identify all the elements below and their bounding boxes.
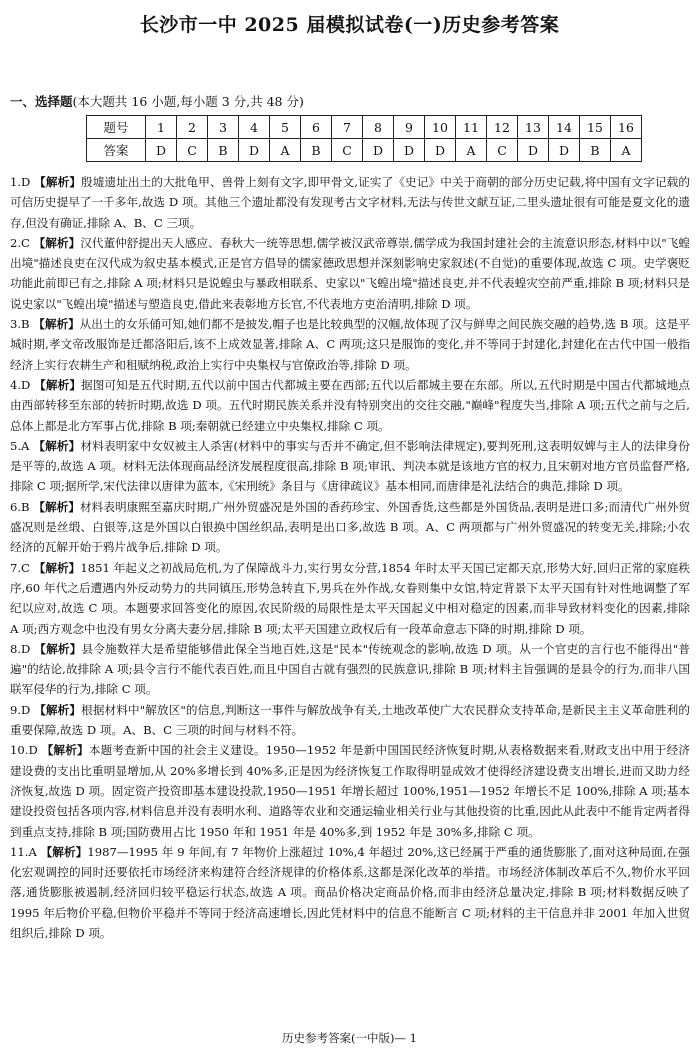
question-number-cell: 14 [549, 116, 580, 139]
question-number-cell: 2 [177, 116, 208, 139]
answer-cell: B [208, 139, 239, 162]
answer-cell: A [611, 139, 642, 162]
item-text: 殷墟遗址出土的大批龟甲、兽骨上刻有文字,即甲骨文,证实了《史记》中关于商朝的部分历史记载,将中国有文字记载的可信历史提早了一千多年,故选 D 项。其他三个遗址都没有发现考古文字材料,无法与传世文献互证,二里头遗址很有可能是夏文化的遗存,但没有确证,排除 A、B、C 三项。 [10, 175, 690, 230]
item-text: 据图可知是五代时期,五代以前中国古代都城主要在西部;五代以后都城主要在东部。所以,五代时期是中国古代都城地点由西部转移至东部的转折时期,故选 D 项。五代时期民族关系并没有特别突出的交往交融,"巅峰"程度失当,排除 A 项;五代之前与之后,总体上都是北方军事占优,排除 B 项;秦朝就已经建立中央集权,排除 C 项。 [10, 377, 690, 433]
analysis-tag: 【解析】 [33, 235, 81, 250]
item-number: 10.D [10, 743, 38, 758]
item-number: 2.C [10, 235, 30, 250]
explanation-item [10, 233, 690, 314]
item-number: 3.B [10, 317, 30, 332]
item-number: 5.A [10, 438, 30, 453]
item-text: 县令施数祥大是希望能够借此保全当地百姓,这是"民本"传统观念的影响,故选 D 项。从一个官吏的言行也不能得出"普遍"的结论,故排除 A 项;县令言行不能代表百姓,而且中国自古就有强烈的民族意识,排除 B 项;材料主旨强调的是县令的行为,而非八国联军侵华的行为,排除 C 项。 [10, 641, 690, 697]
item-number: 6.B [10, 499, 30, 514]
question-number-cell: 12 [487, 116, 518, 139]
answer-cell: C [487, 139, 518, 162]
explanation-item [10, 436, 690, 497]
answer-cell: D [518, 139, 549, 162]
document-title: 长沙市一中 2025 届模拟试卷(一)历史参考答案 [139, 14, 560, 36]
question-number-cell: 7 [332, 116, 363, 139]
analysis-tag: 【解析】 [34, 377, 82, 392]
answer-cell: C [332, 139, 363, 162]
answer-cell: D [394, 139, 425, 162]
answer-cell: A [270, 139, 301, 162]
explanation-item [10, 172, 690, 233]
item-text: 1851 年起义之初战局危机,为了保障战斗力,实行男女分营,1854 年时太平天国已定都天京,形势大好,回归正常的家庭秩序,60 年代之后遭遇内外反动势力的共同镇压,形势急转直下,男兵在外作战,女眷则集中女馆,特定背景下太平天国有针对性地调整了军纪以应对,故选 C 项。本题要求回答变化的原因,农民阶级的局限性是太平天国起义中相对稳定的因素,而非导致材料变化的因素,排除 A 项;西方观念中也没有男女分离夫妻分居,排除 B 项;太平天国建立政权后有一段革命意志下降的时期,排除 D 项。 [10, 560, 690, 636]
answer-table-number-label: 题号 [87, 116, 146, 139]
question-number-cell: 3 [208, 116, 239, 139]
explanation-item [10, 497, 690, 558]
analysis-tag: 【解析】 [34, 641, 82, 656]
analysis-tag: 【解析】 [33, 438, 81, 453]
item-number: 8.D [10, 641, 31, 656]
item-number: 4.D [10, 377, 31, 392]
explanation-item [10, 700, 690, 741]
section-heading-label: 一、选择题 [10, 94, 73, 109]
explanation-item [10, 740, 690, 841]
question-number-cell: 11 [456, 116, 487, 139]
question-number-cell: 4 [239, 116, 270, 139]
question-number-cell: 8 [363, 116, 394, 139]
item-text: 材料表明家中女奴被主人杀害(材料中的事实与否并不确定,但不影响法律规定),要判死刑,这表明奴婢与主人的法律身份是平等的,故选 A 项。材料无法体现商品经济发展程度很高,排除 B 项;审讯、判决本就是该地方官的权力,且宋朝对地方官员监督严格,排除 C 项;据所学,宋代法律以唐律为蓝本,《宋刑统》条目与《唐律疏议》基本相同,而唐律是礼法结合的典范,排除 D 项。 [10, 438, 690, 494]
analysis-tag: 【解析】 [33, 317, 80, 332]
answer-table-answer-row [87, 139, 642, 162]
answer-cell: B [301, 139, 332, 162]
item-text: 材料表明康熙至嘉庆时期,广州外贸盛况是外国的香药珍宝、外国香货,这些都是外国货品,表明是进口多;而清代广州外贸盛况则是丝缎、白银等,这是外国以白银换中国丝织品,表明是出口多,故选 B 项。A、C 两项都与广州外贸盛况的转变无关,排除;小农经济的瓦解开始于鸦片战争后,排除 D 项。 [10, 499, 690, 555]
question-number-cell: 1 [146, 116, 177, 139]
item-text: 本题考查新中国的社会主义建设。1950—1952 年是新中国国民经济恢复时期,从表格数据来看,财政支出中用于经济建设费的支出比重明显增加,从 20%多增长到 40%多,正是因为经济恢复工作取得明显成效才使得经济建设费支出增长,进而又助力经济恢复,故选 D 项。固定资产投资即基本建设投款,1950—1951 年增长超过 100%,1951—1952 年增长不足 100%,排除 A 项;基本建设投资包括各项内容,材料信息并没有表明水利、道路等农业和交通运输业相关行业与其他投资的比重,因此从此表中不能肯定两者得到重点支持,排除 B 项;国防费用占比 1950 年和 1951 年是 40%多,到 1952 年是 30%多,排除 C 项。 [10, 743, 690, 839]
answer-cell: D [549, 139, 580, 162]
explanation-item [10, 842, 690, 943]
item-number: 9.D [10, 702, 31, 717]
explanation-item [10, 375, 690, 436]
explanation-item [10, 314, 690, 375]
explanation-item [10, 558, 690, 639]
analysis-tag: 【解析】 [41, 743, 89, 758]
answer-cell: D [363, 139, 394, 162]
analysis-tag: 【解析】 [40, 844, 88, 859]
answer-cell: D [239, 139, 270, 162]
answer-cell: D [146, 139, 177, 162]
question-number-cell: 10 [425, 116, 456, 139]
page-footer: 历史参考答案(一中版)— 1 [282, 1031, 417, 1045]
answer-table [86, 115, 642, 162]
question-number-cell: 5 [270, 116, 301, 139]
analysis-tag: 【解析】 [34, 175, 82, 189]
item-text: 根据材料中"解放区"的信息,判断这一事件与解放战争有关,土地改革使广大农民群众支持革命,是新民主主义革命胜利的重要保障,故选 D 项。A、B、C 三项的时间与材料不符。 [10, 702, 690, 738]
question-number-cell: 13 [518, 116, 549, 139]
answer-cell: B [580, 139, 611, 162]
analysis-tag: 【解析】 [34, 702, 82, 717]
explanation-item [10, 639, 690, 700]
answer-table-answer-label: 答案 [87, 139, 146, 162]
answer-cell: A [456, 139, 487, 162]
question-number-cell: 16 [611, 116, 642, 139]
answer-cell: D [425, 139, 456, 162]
analysis-tag: 【解析】 [33, 499, 81, 514]
item-text: 1987—1995 年 9 年间,有 7 年物价上涨超过 10%,4 年超过 20%,这已经属于严重的通货膨胀了,面对这种局面,在强化宏观调控的同时还要依托市场经济来构建符合经济规律的价格体系,这都是深化改革的举措。市场经济体制改革后不久,物价水平回落,通货膨胀被遏制,经济回归较平稳运行状态,故选 A 项。商品价格决定商品价格,而非由经济总量决定,排除 B 项;材料数据反映了 1995 年后物价平稳,但物价平稳并不等同于经济高速增长,因此凭材料中的信息不能断言 C 项;材料的主干信息并非 2001 年加入世贸组织后,排除 D 项。 [10, 844, 690, 940]
item-number: 1.D [10, 175, 31, 189]
question-number-cell: 9 [394, 116, 425, 139]
question-number-cell: 15 [580, 116, 611, 139]
section-heading [10, 92, 304, 110]
analysis-tag: 【解析】 [33, 560, 81, 575]
section-heading-note: (本大题共 16 小题,每小题 3 分,共 48 分) [72, 94, 304, 109]
item-number: 11.A [10, 844, 37, 859]
answer-cell: C [177, 139, 208, 162]
item-text: 汉代董仲舒提出天人感应、春秋大一统等思想,儒学被汉武帝尊崇,儒学成为我国封建社会的主流意识形态,材料中以"飞蝗出境"描述良吏在汉代成为叙史基本模式,正是官方倡导的儒家德政思想并深刻影响史家叙述(不自觉)的重要体现,故选 C 项。史学褒贬功能此前即已有之,排除 A 项;材料只是说蝗虫与暴政相联系、史家以"飞蝗出境"描述良吏,并不代表蝗灾空前严重,排除 B 项;材料只是说史家以"飞蝗出境"描述与塑造良吏,借此来表彰地方长官,不代表地方吏治清明,排除 D 项。 [10, 235, 690, 311]
explanation-list [10, 172, 690, 943]
item-number: 7.C [10, 560, 30, 575]
answer-table-number-row [87, 116, 642, 139]
question-number-cell: 6 [301, 116, 332, 139]
item-text: 从出土的女乐俑可知,她们都不是披发,帽子也是比较典型的汉帼,故体现了汉与鲜卑之间民族交融的趋势,选 B 项。这是平城时期,孝文帝改服饰是迁都洛阳后,该不上成效显著,排除 A、C 两项;这只是服饰的变化,并不等同于封建化,封建化在古代中国一般指经济上实行农耕生产和租赋纳税,政治上实行中央集权与官僚政治等,排除 D 项。 [10, 317, 690, 372]
